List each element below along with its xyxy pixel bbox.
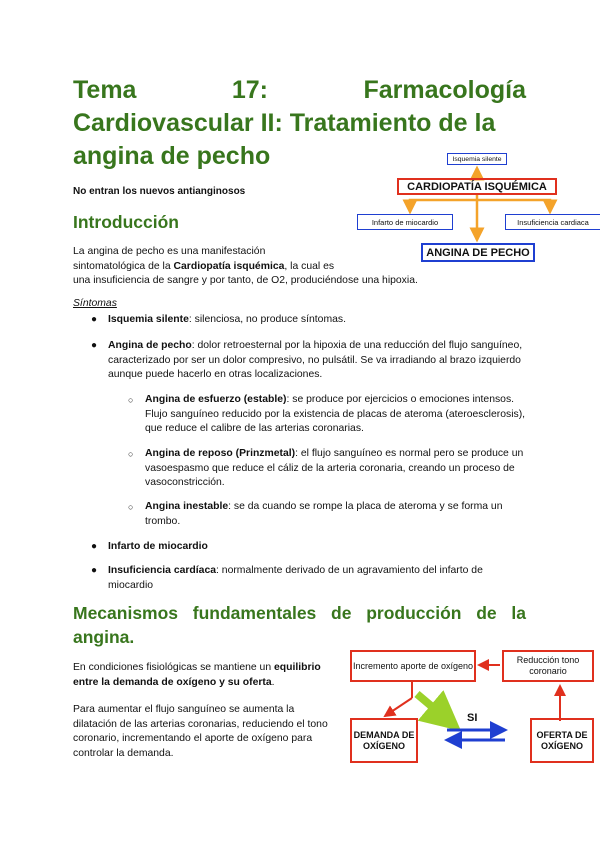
bullet-icon: ●: [91, 314, 98, 325]
intro-text: , la cual es: [284, 260, 335, 272]
intro-line: La angina de pecho es una manifestación: [73, 246, 266, 257]
reduccion-tono-box: Reducción tono coronario: [502, 650, 594, 682]
item-bold: Insuficiencia cardíaca: [108, 565, 217, 576]
intro-paragraph: [73, 245, 463, 289]
mecanismos-paragraph-1: [73, 661, 348, 690]
subitem-text: : se da cuando se rompe la placa de ateroma y se forma un trombo.: [145, 501, 503, 527]
insuficiencia-box: Insuficiencia cardiaca: [505, 214, 600, 230]
list-item: [91, 564, 528, 593]
item-text: : silenciosa, no produce síntomas.: [188, 314, 346, 325]
circle-bullet-icon: ○: [128, 395, 134, 405]
exam-note: No entran los nuevos antianginosos: [73, 186, 246, 197]
heading-word: Mecanismos: [73, 603, 179, 623]
si-label: SI: [467, 712, 478, 724]
para-text: .: [271, 676, 275, 688]
subitem-bold: Angina de reposo (Prinzmetal): [145, 448, 296, 459]
subitem-bold: Angina de esfuerzo (estable): [145, 394, 287, 405]
title-word: 17:: [231, 76, 269, 104]
heading-word: de: [476, 603, 497, 623]
incremento-aporte-box: Incremento aporte de oxígeno: [350, 650, 476, 682]
heading-word: la: [511, 603, 526, 623]
intro-line: una insuficiencia de sangre y por tanto, de O2, produciéndose una hipoxia.: [73, 275, 418, 286]
circle-bullet-icon: ○: [128, 502, 134, 512]
item-bold: Infarto de miocardio: [108, 541, 208, 552]
circle-bullet-icon: ○: [128, 449, 134, 459]
mecanismos-paragraph-2: Para aumentar el flujo sanguíneo se aumenta la dilatación de las arterias coronarias, reduciendo el tono coronario, incrementando el aporte de oxígeno para controlar la demanda.: [73, 704, 328, 759]
item-bold: Angina de pecho: [108, 340, 192, 351]
intro-line: [73, 260, 463, 275]
title-line-2: Cardiovascular II: Tratamiento de la: [73, 109, 496, 137]
infarto-box: Infarto de miocardio: [357, 214, 453, 230]
heading-word: fundamentales: [192, 603, 317, 623]
heading-line-2: angina.: [73, 627, 135, 647]
heading-word: producción: [366, 603, 462, 623]
subitem-text: : el flujo sanguíneo es normal pero se produce un vasoespasmo que reduce el cáliz de la arteria coronaria, creando un proceso de vasoconstricción.: [145, 448, 524, 488]
item-text: : normalmente derivado de un agravamiento del infarto de miocardio: [108, 565, 483, 591]
sintomas-label: Síntomas: [73, 298, 117, 309]
section-heading-introduccion: Introducción: [73, 212, 179, 232]
item-bold: Isquemia silente: [108, 314, 189, 325]
list-subitem: [128, 393, 530, 437]
isquemia-silente-box: Isquemia silente: [447, 153, 507, 165]
diagram-equilibrio: [345, 646, 600, 766]
subitem-text: : se produce por ejercicios o emociones intensos. Flujo sanguíneo reducido por la existencia de placas de ateroma (ateroesclerosis), que reduce el calibre de las arterias coronarias.: [145, 394, 526, 434]
list-item: [91, 339, 528, 383]
list-subitem: [128, 447, 530, 491]
angina-de-pecho-box: ANGINA DE PECHO: [421, 243, 535, 262]
item-text: : dolor retroesternal por la hipoxia de una reducción del flujo sanguíneo, caracterizado por ser un dolor compresivo, no pulsátil. Se va irradiando al brazo izquierdo aunque puede hacerlo en otras localizaciones.: [108, 340, 523, 380]
intro-bold: Cardiopatía isquémica: [173, 260, 285, 272]
section-heading-mecanismos: [73, 601, 526, 649]
subitem-bold: Angina inestable: [145, 501, 229, 512]
list-item: [91, 313, 528, 328]
bullet-icon: ●: [91, 565, 98, 576]
title-word: Tema: [73, 76, 137, 104]
para-text: En condiciones fisiológicas se mantiene un: [73, 662, 275, 673]
title-word: Farmacología: [363, 76, 526, 104]
heading-word: de: [331, 603, 352, 623]
title-line-3: angina de pecho: [73, 142, 271, 170]
list-item: [91, 540, 528, 555]
demanda-oxigeno-box: DEMANDA DE OXÍGENO: [350, 718, 418, 763]
bullet-icon: ●: [91, 340, 98, 351]
para-bold: equilibrio entre la demanda de oxígeno y su oferta: [73, 662, 321, 688]
list-subitem: [128, 500, 530, 529]
cardiopatia-isquemica-box: CARDIOPATÍA ISQUÉMICA: [397, 178, 557, 195]
heading-line-1: [73, 601, 526, 625]
oferta-oxigeno-box: OFERTA DE OXÍGENO: [530, 718, 594, 763]
intro-text: sintomatológica de la: [73, 260, 174, 272]
bullet-icon: ●: [91, 541, 98, 552]
